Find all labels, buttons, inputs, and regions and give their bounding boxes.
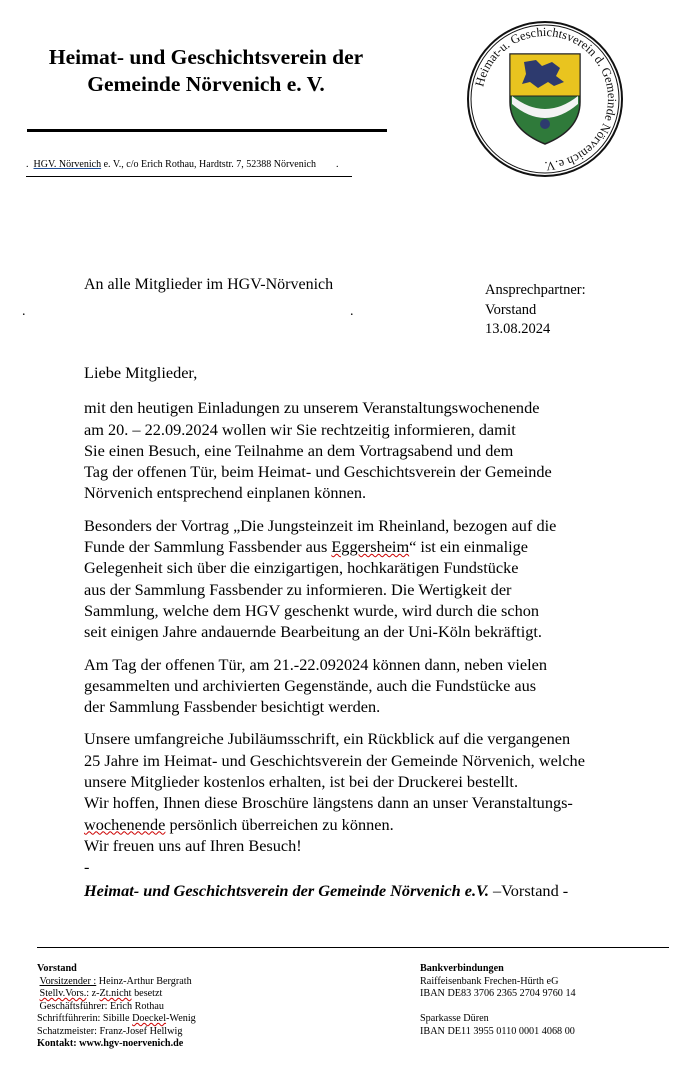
footer-board-info [37,963,196,1051]
footer-chair [37,976,196,989]
paragraph-2-line [84,536,664,557]
footer-website[interactable]: www.hgv-noervenich.de [76,1038,184,1049]
recipient-dot-right: . [350,304,354,319]
footer-secretary-surname-end: -Wenig [166,1013,196,1024]
club-seal-logo [466,20,624,178]
paragraph-1-line: Tag der offenen Tür, beim Heimat- und Geschichtsverein der Gemeinde [84,462,552,482]
sender-address-line [26,159,338,170]
footer-manager-text: Geschäftsführer: Erich Rothau [39,1000,165,1012]
footer-treasurer: Schatzmeister: Franz-Josef Hellwig [37,1025,183,1037]
paragraph-2-line: seit einigen Jahre andauernde Bearbeitung an der Uni-Köln bekräftigt. [84,622,542,642]
paragraph-1-line: am 20. – 22.09.2024 wollen wir Sie rechtzeitig informieren, damit [84,419,516,439]
footer-deputy-label: Stellv.Vors. [39,988,87,999]
paragraph-4-text: persönlich überreichen zu können. [165,814,394,834]
footer-board-title: Vorstand [37,963,77,974]
recipient-line: An alle Mitglieder im HGV-Nörvenich [84,276,334,293]
paragraph-4-line: Wir hoffen, Ihnen diese Broschüre längstens dann an unser Veranstaltungs- [84,793,573,813]
spellcheck-word-eggersheim: Eggersheim [331,537,410,557]
letter-body [84,362,664,912]
paragraph-1-line: Nörvenich entsprechend einplanen können. [84,483,367,503]
sender-dot-left: . [26,159,29,170]
paragraph-4-line [84,814,664,835]
contact-name: Vorstand [485,301,537,318]
closing-line: Wir freuen uns auf Ihren Besuch! [84,835,302,855]
signature-organization: Heimat- und Geschichtsverein der Gemeinde Nörvenich e.V. [84,880,489,900]
separator-dash: - [84,857,90,877]
footer-bank-spacer [420,1001,576,1014]
paragraph-4 [84,728,664,900]
sender-dot-right: . [335,159,339,170]
footer-secretary-label: Schriftführerin: Sibille [37,1013,133,1024]
footer-deputy-value: : z- [86,988,100,999]
footer-chair-label: Vorsitzender : [39,975,97,987]
signature-line [84,880,664,901]
footer-manager [37,1001,196,1014]
footer-contact [37,1038,196,1051]
paragraph-2-line: aus der Sammlung Fassbender zu informieren. Die Wertigkeit der [84,579,512,599]
paragraph-4-line: 25 Jahre im Heimat- und Geschichtsverein der Gemeinde Nörvenich, welche [84,750,585,770]
spellcheck-word-wochenende: wochenende [84,814,166,834]
contact-label: Ansprechpartner: [485,282,586,298]
sender-abbreviation: HGV. Nörvenich [33,159,102,170]
paragraph-1-line: Sie einen Besuch, eine Teilnahme an dem Vortragsabend und dem [84,440,514,460]
footer-bank-info [420,963,576,1038]
sender-divider [26,176,352,177]
paragraph-2-text: Funde der Sammlung Fassbender aus [84,537,332,557]
title-divider [27,129,387,132]
footer-bank-title: Bankverbindungen [420,963,504,974]
footer-secretary [37,1013,196,1026]
salutation: Liebe Mitglieder, [84,363,198,382]
paragraph-2-line: Sammlung, welche dem HGV geschenkt wurde, wird durch die schon [84,600,540,620]
paragraph-3 [84,654,664,718]
paragraph-1 [84,397,664,503]
sender-address: e. V., c/o Erich Rothau, Hardtstr. 7, 52388 Nörvenich [101,159,316,170]
paragraph-4-line: Unsere umfangreiche Jubiläumsschrift, ein Rückblick auf die vergangenen [84,729,571,749]
paragraph-3-line: gesammelten und archivierten Gegenstände, auch die Fundstücke aus [84,675,537,695]
footer-deputy-value-end: besetzt [131,988,163,999]
letter-date: 13.08.2024 [485,321,551,337]
bank-1-iban: IBAN DE83 3706 2365 2704 9760 14 [420,988,576,999]
footer-contact-label: Kontakt: [37,1038,77,1049]
paragraph-1-line: mit den heutigen Einladungen zu unserem Veranstaltungswochenende [84,398,540,418]
footer-deputy [37,988,196,1001]
org-title-line-2: Gemeinde Nörvenich e. V. [87,72,325,96]
contact-person-block [485,281,586,340]
paragraph-2 [84,515,664,643]
paragraph-2-line: Besonders der Vortrag „Die Jungsteinzeit im Rheinland, bezogen auf die [84,515,557,535]
footer-divider [37,947,669,948]
bank-2-iban: IBAN DE11 3955 0110 0001 4068 00 [420,1025,575,1037]
organization-title [0,44,412,98]
footer-deputy-note: Zt.nicht [99,988,132,999]
paragraph-3-line: der Sammlung Fassbender besichtigt werden. [84,697,381,717]
bank-2-name: Sparkasse Düren [420,1013,489,1024]
paragraph-2-text: “ ist ein einmalige [409,537,529,557]
signature-board: –Vorstand - [488,880,569,900]
footer-chair-value: Heinz-Arthur Bergrath [96,975,192,987]
recipient-block [22,276,354,320]
recipient-dot-left: . [22,304,26,319]
org-title-line-1: Heimat- und Geschichtsverein der [48,45,364,69]
paragraph-2-line: Gelegenheit sich über die einzigartigen, hochkarätigen Fundstücke [84,558,519,578]
paragraph-4-line: unsere Mitglieder kostenlos erhalten, ist bei der Druckerei bestellt. [84,772,519,792]
footer-secretary-surname: Doeckel [132,1013,167,1024]
bank-1-name: Raiffeisenbank Frechen-Hürth eG [420,975,559,987]
paragraph-3-line: Am Tag der offenen Tür, am 21.-22.092024 können dann, neben vielen [84,654,548,674]
svg-text:Heimat-u. Geschichtsverein d.: Heimat-u. Geschichtsverein d. Gemeinde Nörvenich e.V. [472,24,620,174]
